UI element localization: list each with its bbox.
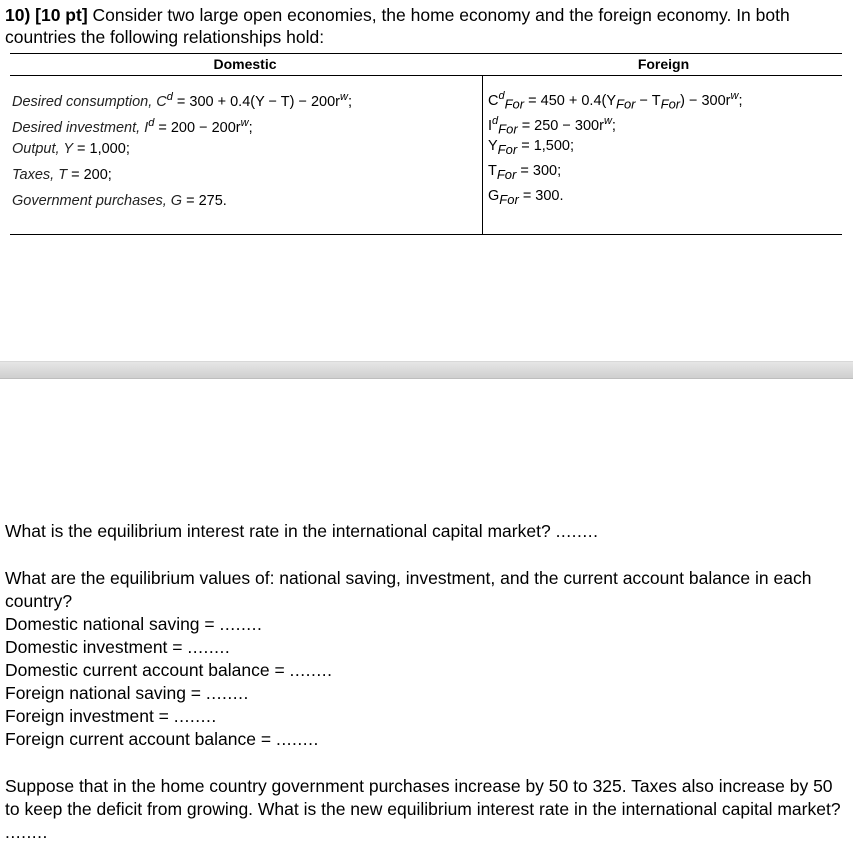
domestic-expression-superscript: w (340, 91, 348, 103)
domestic-expression: = 275. (186, 193, 227, 209)
part-c-answer-blank[interactable]: ........ (5, 822, 48, 842)
foreign-expression: = 300. (522, 188, 564, 204)
foreign-symbol: Y (488, 138, 498, 154)
domestic-label: Output, Y (12, 141, 73, 157)
page-separator-bar (0, 361, 853, 379)
domestic-label: Government purchases, G (12, 193, 183, 209)
header-rule (10, 75, 842, 76)
foreign-column-header: Foreign (637, 56, 690, 72)
answer-label: Foreign current account balance = (5, 729, 272, 749)
question-number: 10) [10 pt] (5, 5, 88, 25)
answer-line (5, 705, 845, 728)
domestic-label: Taxes, T (12, 167, 68, 183)
domestic-end: ; (347, 93, 352, 110)
foreign-row (488, 109, 838, 137)
foreign-row (488, 84, 838, 112)
foreign-expression-part3: ) − 300r (680, 92, 731, 109)
answer-line (5, 613, 845, 636)
domestic-relationships (12, 84, 478, 214)
foreign-row (488, 134, 838, 159)
domestic-label: Desired consumption, C (12, 93, 167, 110)
foreign-subscript: For (499, 191, 519, 207)
column-divider (482, 75, 483, 234)
foreign-subscript: For (497, 141, 518, 157)
answer-line (5, 728, 845, 751)
domestic-row (12, 188, 478, 214)
foreign-expression-part2-subscript: For (660, 96, 681, 112)
foreign-expression-superscript: w (730, 90, 739, 102)
answer-blank[interactable]: ........ (173, 706, 217, 726)
foreign-expression: = 450 + 0.4(Y (528, 92, 617, 109)
foreign-end: ; (611, 117, 616, 134)
answer-line (5, 659, 845, 682)
domestic-expression: = 200 − 200r (158, 119, 241, 136)
foreign-expression: = 1,500; (521, 138, 575, 154)
foreign-expression-superscript: w (603, 115, 612, 127)
foreign-subscript: For (498, 121, 518, 137)
domestic-expression-superscript: w (240, 117, 249, 129)
foreign-end: ; (738, 92, 743, 109)
question-intro: Consider two large open economies, the home economy and the foreign economy. In both countries the following relationships hold: (5, 5, 790, 47)
foreign-expression-subscript: For (616, 96, 636, 112)
foreign-symbol: G (488, 188, 500, 204)
answer-label: Domestic current account balance = (5, 660, 285, 680)
domestic-row (12, 136, 478, 162)
foreign-symbol: C (488, 92, 499, 109)
part-a (5, 520, 845, 543)
domestic-label: Desired investment, I (12, 119, 149, 136)
domestic-row (12, 110, 478, 136)
foreign-expression: = 300; (520, 163, 562, 179)
domestic-label-superscript: d (166, 91, 173, 103)
foreign-row (488, 159, 838, 184)
domestic-row (12, 84, 478, 110)
domestic-expression: = 300 + 0.4(Y − T) − 200r (176, 93, 341, 110)
relationships-table (10, 53, 842, 235)
answer-blank[interactable]: ........ (275, 729, 319, 749)
domestic-row (12, 162, 478, 188)
answer-blank[interactable]: ........ (289, 660, 333, 680)
part-b-items (5, 613, 845, 751)
part-b-question: What are the equilibrium values of: national saving, investment, and the current account balance in each country? (5, 568, 812, 611)
answer-label: Foreign investment = (5, 706, 169, 726)
question-header (5, 4, 845, 48)
foreign-expression: = 250 − 300r (521, 117, 604, 134)
answer-blank[interactable]: ........ (187, 637, 231, 657)
answer-label: Domestic national saving = (5, 614, 215, 634)
part-a-question: What is the equilibrium interest rate in the international capital market? (5, 521, 551, 541)
foreign-subscript: For (504, 96, 525, 112)
foreign-relationships (488, 84, 838, 209)
domestic-expression: = 1,000; (77, 141, 130, 157)
part-b (5, 567, 845, 751)
part-c (5, 775, 845, 844)
foreign-symbol: I (488, 117, 493, 134)
part-c-question: Suppose that in the home country government purchases increase by 50 to 325. Taxes also increase by 50 to keep the deficit from growing. What is the new equilibrium interest rate in the international capital market? (5, 776, 841, 819)
foreign-expression-part2: − T (635, 92, 661, 109)
answer-blank[interactable]: ........ (219, 614, 263, 634)
answer-line (5, 682, 845, 705)
domestic-label-superscript: d (148, 117, 155, 129)
answer-blank[interactable]: ........ (205, 683, 249, 703)
foreign-superscript: d (492, 115, 499, 127)
foreign-superscript: d (498, 90, 505, 102)
part-a-answer-blank[interactable]: ........ (555, 521, 599, 541)
foreign-row (488, 184, 838, 209)
domestic-end: ; (248, 119, 253, 136)
answer-line (5, 636, 845, 659)
foreign-symbol: T (488, 163, 497, 179)
domestic-column-header: Domestic (213, 56, 277, 72)
answer-label: Domestic investment = (5, 637, 183, 657)
answer-label: Foreign national saving = (5, 683, 202, 703)
domestic-expression: = 200; (71, 167, 112, 183)
foreign-subscript: For (496, 166, 517, 182)
